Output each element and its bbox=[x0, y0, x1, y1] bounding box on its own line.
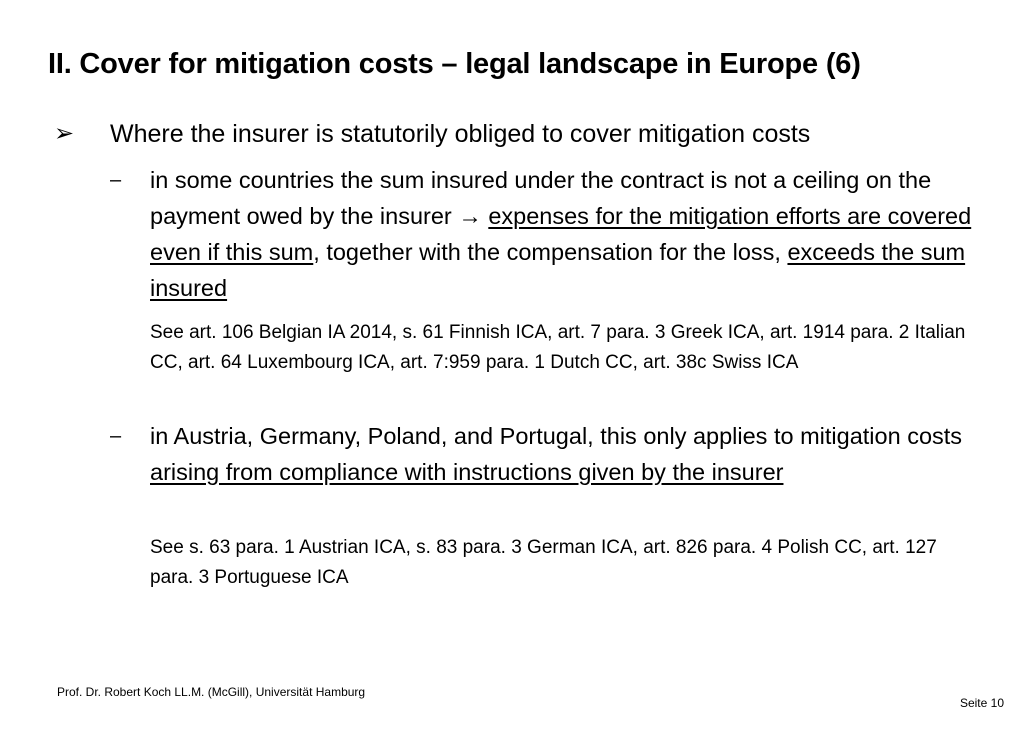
dash-bullet: – bbox=[110, 425, 122, 447]
sub-item-plain-text: in Austria, Germany, Poland, and Portugal, this only applies to mitigation costs bbox=[150, 423, 963, 449]
sub-item-plain-text: , together with the compensation for the loss, bbox=[313, 239, 781, 265]
main-bullet bbox=[54, 116, 984, 152]
slide-title: II. Cover for mitigation costs – legal landscape in Europe (6) bbox=[48, 48, 861, 80]
reference-note: See art. 106 Belgian IA 2014, s. 61 Finnish ICA, art. 7 para. 3 Greek ICA, art. 1914 para. 2 Italian CC, art. 64 Luxembourg ICA, art. 7:959 para. 1 Dutch CC, art. 38c Swiss ICA bbox=[150, 322, 966, 373]
sub-item-plain-text: in some countries the sum insured under the contract is not a ceiling on the payment owed by the insurer bbox=[150, 167, 932, 229]
underlined-text: expenses for the mitigation efforts are covered even if this sum bbox=[150, 203, 972, 265]
right-arrow-icon: → bbox=[458, 203, 482, 229]
underlined-text: arising from compliance with instructions given by the insurer bbox=[150, 459, 784, 485]
sub-item-text bbox=[150, 418, 980, 490]
sub-item-text bbox=[150, 162, 980, 306]
underlined-text: exceeds the sum insured bbox=[150, 239, 966, 301]
sub-item-instructions bbox=[110, 418, 980, 490]
arrow-bullet-icon: ➢ bbox=[54, 120, 75, 147]
footer-author: Prof. Dr. Robert Koch LL.M. (McGill), Universität Hamburg bbox=[57, 685, 366, 699]
dash-bullet: – bbox=[110, 169, 122, 191]
sub-item-sum-insured bbox=[110, 162, 980, 306]
main-bullet-text: Where the insurer is statutorily obliged to cover mitigation costs bbox=[110, 120, 811, 148]
page-number: Seite 10 bbox=[959, 696, 1004, 710]
reference-note: See s. 63 para. 1 Austrian ICA, s. 83 para. 3 German ICA, art. 826 para. 4 Polish CC, art. 127 para. 3 Portuguese ICA bbox=[150, 537, 937, 588]
